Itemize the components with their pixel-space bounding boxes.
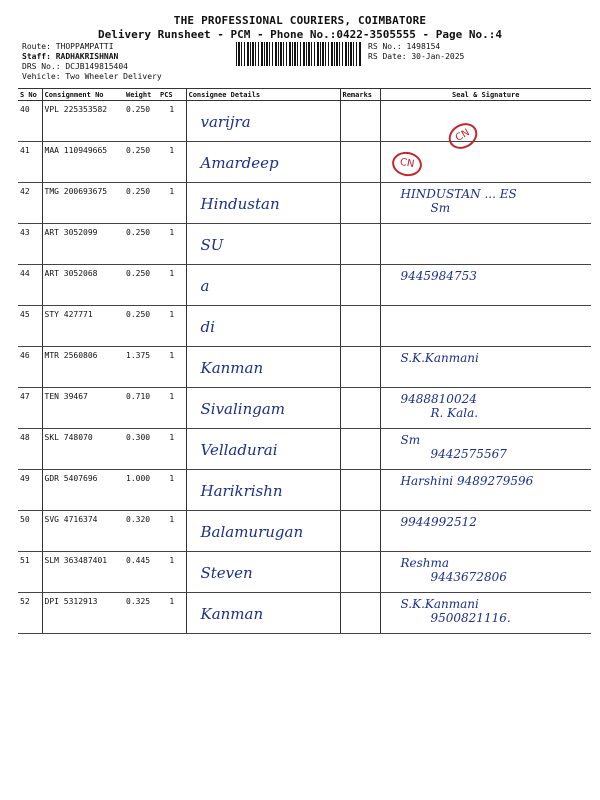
weight-cell: 1.375 [124, 347, 158, 388]
pcs-cell: 1 [158, 306, 186, 347]
sno-cell: 49 [18, 470, 42, 511]
signature-cell [380, 101, 591, 142]
consignment-cell: TEN 39467 [42, 388, 124, 429]
signature-cell [380, 265, 591, 306]
consignment-cell: ART 3052099 [42, 224, 124, 265]
consignee-handwriting: Kanman [200, 359, 264, 377]
weight-cell: 1.000 [124, 470, 158, 511]
signature-cell [380, 552, 591, 593]
signature-cell [380, 511, 591, 552]
rs-number: RS No.: 1498154 [368, 42, 441, 51]
table-row [18, 224, 591, 265]
weight-cell: 0.325 [124, 593, 158, 634]
signature-cell [380, 470, 591, 511]
document-title: THE PROFESSIONAL COURIERS, COIMBATORE [173, 14, 427, 27]
signature-cell [380, 347, 591, 388]
pcs-cell: 1 [158, 511, 186, 552]
remarks-cell [340, 224, 380, 265]
col-seal: Seal & Signature [380, 89, 591, 101]
weight-cell: 0.250 [124, 306, 158, 347]
pcs-cell: 1 [158, 224, 186, 265]
consignment-cell: GDR 5407696 [42, 470, 124, 511]
sno-cell: 52 [18, 593, 42, 634]
consignee-handwriting: SU [200, 236, 224, 254]
signature-cell [380, 224, 591, 265]
sno-cell: 50 [18, 511, 42, 552]
signature: HINDUSTAN ... ES [400, 187, 517, 201]
pcs-cell: 1 [158, 388, 186, 429]
sno-cell: 47 [18, 388, 42, 429]
signature-phone: 9442575567 [430, 447, 507, 461]
cn-stamp: CN [390, 150, 424, 179]
signature: 9488810024 [400, 392, 477, 406]
rs-date: RS Date: 30-Jan-2025 [368, 52, 465, 61]
pcs-cell: 1 [158, 470, 186, 511]
consignee-cell [186, 552, 340, 593]
consignment-cell: MAA 110949665 [42, 142, 124, 183]
consignee-handwriting: Kanman [200, 605, 264, 623]
consignment-cell: ART 3052068 [42, 265, 124, 306]
table-row [18, 429, 591, 470]
consignee-cell [186, 511, 340, 552]
consignment-cell: TMG 200693675 [42, 183, 124, 224]
table-row [18, 552, 591, 593]
consignee-cell [186, 429, 340, 470]
weight-cell: 0.320 [124, 511, 158, 552]
pcs-cell: 1 [158, 101, 186, 142]
runsheet-table [18, 88, 591, 634]
consignee-handwriting: varijra [200, 113, 251, 131]
consignee-cell [186, 306, 340, 347]
table-row [18, 142, 591, 183]
consignee-handwriting: Velladurai [200, 441, 278, 459]
drs-number: DRS No.: DCJB149815404 [22, 62, 128, 71]
consignee-cell [186, 265, 340, 306]
route: Route: THOPPAMPATTI [22, 42, 114, 51]
col-details: Consignee Details [186, 89, 340, 101]
table-row [18, 101, 591, 142]
sno-cell: 48 [18, 429, 42, 470]
signature: S.K.Kanmani [400, 597, 479, 611]
weight-cell: 0.250 [124, 183, 158, 224]
consignment-cell: SVG 4716374 [42, 511, 124, 552]
consignee-cell [186, 388, 340, 429]
pcs-cell: 1 [158, 265, 186, 306]
remarks-cell [340, 429, 380, 470]
cn-stamp: CN [444, 118, 482, 154]
consignment-cell: SLM 363487401 [42, 552, 124, 593]
consignee-handwriting: di [200, 318, 215, 336]
remarks-cell [340, 101, 380, 142]
remarks-cell [340, 306, 380, 347]
consignee-handwriting: Balamurugan [200, 523, 304, 541]
sno-cell: 44 [18, 265, 42, 306]
remarks-cell [340, 347, 380, 388]
table-row [18, 470, 591, 511]
table-row [18, 347, 591, 388]
col-pcs: PCS [158, 89, 186, 101]
remarks-cell [340, 265, 380, 306]
signature-cell [380, 183, 591, 224]
sno-cell: 43 [18, 224, 42, 265]
consignee-handwriting: Sivalingam [200, 400, 286, 418]
table-row [18, 511, 591, 552]
weight-cell: 0.250 [124, 224, 158, 265]
col-weight: Weight [124, 89, 158, 101]
sno-cell: 45 [18, 306, 42, 347]
col-sno: S No [18, 89, 42, 101]
document-subtitle: Delivery Runsheet - PCM - Phone No.:0422-3505555 - Page No.:4 [98, 28, 502, 41]
signature-cell [380, 429, 591, 470]
pcs-cell: 1 [158, 552, 186, 593]
signature-cell [380, 306, 591, 347]
weight-cell: 0.250 [124, 265, 158, 306]
remarks-cell [340, 511, 380, 552]
consignee-handwriting: Amardeep [200, 154, 279, 172]
table-header [18, 89, 591, 101]
barcode [236, 42, 362, 66]
signature-phone: 9443672806 [430, 570, 507, 584]
signature-phone: 9500821116. [430, 611, 511, 625]
consignee-handwriting: Steven [200, 564, 253, 582]
consignee-cell [186, 142, 340, 183]
consignment-cell: DPI 5312913 [42, 593, 124, 634]
consignee-handwriting: Harikrishn [200, 482, 283, 500]
consignee-handwriting: a [200, 277, 210, 295]
signature: Reshma [400, 556, 450, 570]
signature-cell [380, 593, 591, 634]
remarks-cell [340, 388, 380, 429]
table-row [18, 593, 591, 634]
table-row [18, 306, 591, 347]
consignee-cell [186, 101, 340, 142]
consignee-cell [186, 347, 340, 388]
signature: S.K.Kanmani [400, 351, 479, 365]
signature: 9944992512 [400, 515, 477, 529]
col-remarks: Remarks [340, 89, 380, 101]
vehicle: Vehicle: Two Wheeler Delivery [22, 72, 162, 81]
route-info [22, 42, 162, 82]
sno-cell: 41 [18, 142, 42, 183]
signature-phone: Sm [430, 201, 451, 215]
consignee-cell [186, 593, 340, 634]
weight-cell: 0.250 [124, 142, 158, 183]
table-row [18, 388, 591, 429]
signature-phone: R. Kala. [430, 406, 479, 420]
rs-info [368, 42, 464, 62]
remarks-cell [340, 552, 380, 593]
weight-cell: 0.710 [124, 388, 158, 429]
signature: Harshini 9489279596 [400, 474, 534, 488]
sno-cell: 51 [18, 552, 42, 593]
col-consignment: Consignment No [42, 89, 124, 101]
pcs-cell: 1 [158, 142, 186, 183]
consignee-cell [186, 470, 340, 511]
remarks-cell [340, 142, 380, 183]
weight-cell: 0.445 [124, 552, 158, 593]
pcs-cell: 1 [158, 347, 186, 388]
remarks-cell [340, 593, 380, 634]
weight-cell: 0.300 [124, 429, 158, 470]
weight-cell: 0.250 [124, 101, 158, 142]
pcs-cell: 1 [158, 429, 186, 470]
remarks-cell [340, 183, 380, 224]
pcs-cell: 1 [158, 593, 186, 634]
sno-cell: 40 [18, 101, 42, 142]
pcs-cell: 1 [158, 183, 186, 224]
consignment-cell: MTR 2560806 [42, 347, 124, 388]
consignment-cell: VPL 225353582 [42, 101, 124, 142]
consignee-handwriting: Hindustan [200, 195, 280, 213]
consignment-cell: STY 427771 [42, 306, 124, 347]
staff: Staff: RADHAKRISHNAN [22, 52, 119, 61]
sno-cell: 42 [18, 183, 42, 224]
sno-cell: 46 [18, 347, 42, 388]
signature: Sm [400, 433, 421, 447]
signature: 9445984753 [400, 269, 477, 283]
table-row [18, 265, 591, 306]
signature-cell [380, 388, 591, 429]
consignment-cell: SKL 748070 [42, 429, 124, 470]
table-row [18, 183, 591, 224]
consignee-cell [186, 224, 340, 265]
remarks-cell [340, 470, 380, 511]
consignee-cell [186, 183, 340, 224]
